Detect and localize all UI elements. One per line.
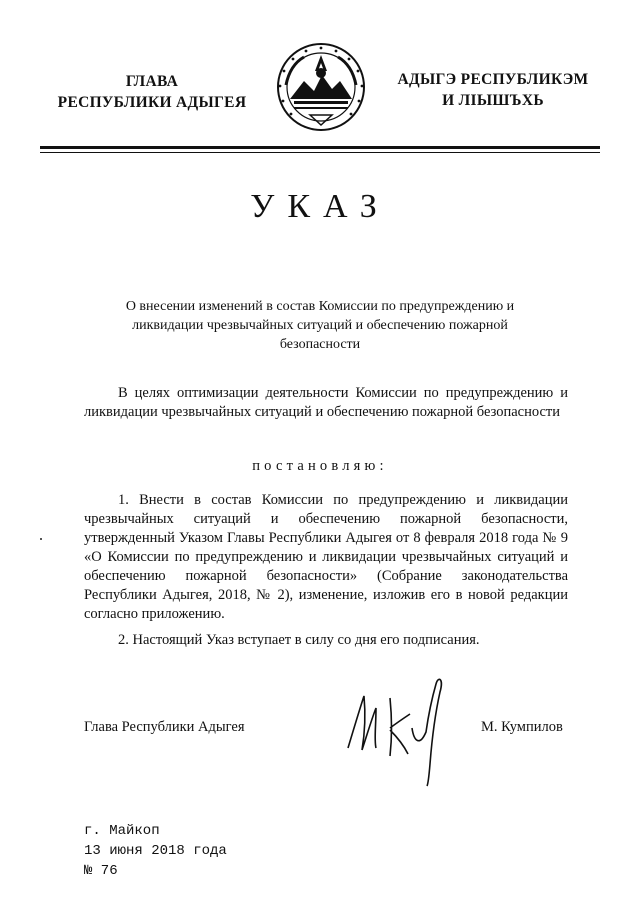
header-left-line1: ГЛАВА [125,73,179,90]
signatory-name: М. Кумпилов [481,719,563,735]
signatory-position: Глава Республики Адыгея [84,719,245,735]
scan-speck [40,538,42,540]
footer-date: 13 июня 2018 года [84,843,227,859]
handwritten-signature [340,668,470,788]
header-right [384,69,602,111]
item-1-paragraph: 1. Внести в состав Комиссии по предупреждению и ликвидации чрезвычайных ситуаций и обеспечению пожарной безопасности, утвержденный Указом Главы Республики Адыгея от 8 февраля 2018 года № 9 «О Комиссии по предупреждению и ликвидации чрезвычайных ситуаций и обеспечению пожарной безопасности» (Собрание законодательства Республики Адыгея, 2018, № 2), изменение, изложив его в новой редакции согласно приложению. [84,492,568,622]
preamble-paragraph: В целях оптимизации деятельности Комиссии по предупреждению и ликвидации чрезвычайных ситуаций и обеспечению пожарной безопасности [84,385,568,420]
header-right-line2: И ЛІЫШЪХЬ [442,92,544,109]
document-subject: О внесении изменений в состав Комиссии по предупреждению и ликвидации чрезвычайных ситуаций и обеспечению пожарной безопасности [125,299,515,352]
footer-city: г. Майкоп [84,823,160,839]
header-divider-thin [40,152,600,153]
document-footer [84,821,227,881]
header-left-line2: РЕСПУБЛИКИ АДЫГЕЯ [57,94,247,111]
resolve-heading: постановляю: [252,458,388,474]
document-title: УКАЗ [250,188,390,225]
item-2-paragraph: 2. Настоящий Указ вступает в силу со дня его подписания. [118,632,480,648]
coat-of-arms-icon [270,41,372,133]
header-left [40,71,264,113]
footer-number: № 76 [84,863,118,879]
header-divider-thick [40,146,600,149]
header-right-line1: АДЫГЭ РЕСПУБЛИКЭМ [397,71,589,88]
